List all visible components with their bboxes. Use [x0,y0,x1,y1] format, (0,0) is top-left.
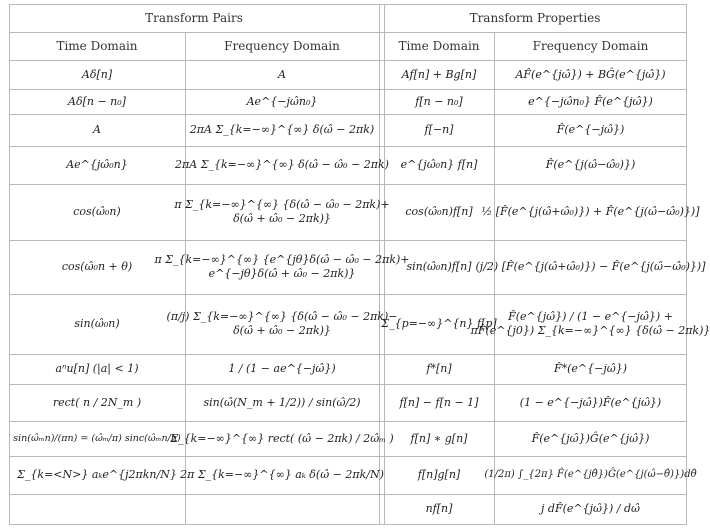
header-time-domain: Time Domain [56,38,138,53]
pair-frequency-cell: 1 / (1 − ae^{−jω̂}) [228,362,336,376]
header-row [9,32,687,60]
pair-frequency-cell: 2πA Σ_{k=−∞}^{∞} δ(ω̂ − 2πk) [189,123,375,137]
property-frequency-cell: (1 − e^{−jω̂})F̂(e^{jω̂}) [519,395,662,409]
pair-time-cell: cos(ω̂₀n + θ) [61,260,133,274]
table-row [9,114,687,146]
pair-time-cell: Ae^{jω̂₀n} [66,158,128,172]
property-frequency-cell: e^{−jω̂n₀} F̂(e^{jω̂}) [528,94,653,108]
header-frequency-domain: Frequency Domain [224,38,340,53]
pair-frequency-cell: sin(ω̂(N_m + 1/2)) / sin(ω̂/2) [203,395,361,409]
property-time-cell: f*[n] [426,362,452,376]
property-frequency-cell: (j/2) [F̂(e^{j(ω̂+ω̂₀)}) − F̂(e^{j(ω̂−ω̂₀)})] [475,260,706,274]
property-frequency-cell: j dF̂(e^{jω̂}) / dω̂ [541,502,640,516]
property-time-cell: Af[n] + Bg[n] [401,67,477,81]
table-row [9,456,697,494]
property-time-cell: e^{jω̂₀n} f[n] [400,158,478,172]
formula-line: πF̂(e^{j0}) Σ_{k=−∞}^{∞} {δ(ω̂ − 2πk)} [470,324,710,337]
table-row [9,294,710,354]
property-frequency-cell: (1/2π) ∫_{2π} F̂(e^{jθ̂})Ĝ(e^{j(ω̂−θ̂)})dθ̂ [484,468,697,480]
pair-frequency-cell: A [278,67,286,81]
pair-time-cell: A [93,123,101,137]
pair-frequency-cell: Σ_{k=−∞}^{∞} rect( (ω̂ − 2πk) / 2ω̂ₘ ) [170,431,394,445]
table-row [9,240,706,294]
table-row [9,184,700,240]
property-frequency-cell: F̂(e^{−jω̂}) [556,123,625,137]
pair-time-cell: Aδ[n] [81,67,113,81]
property-time-cell: f[n] ∗ g[n] [410,431,468,445]
table-row [9,494,687,524]
formula-line: (π/j) Σ_{k=−∞}^{∞} {δ(ω̂ − ω̂₀ − 2πk)− [166,310,398,324]
property-time-cell: cos(ω̂₀n)f[n] [405,205,473,219]
pair-time-cell: sin(ω̂₀n) [74,317,120,331]
formula-line: δ(ω̂ + ω̂₀ − 2πk)} [233,212,331,225]
property-frequency-cell: AF̂(e^{jω̂}) + BĜ(e^{jω̂}) [515,67,666,81]
table-row [9,60,687,89]
property-time-cell: nf[n] [425,502,453,516]
pair-frequency-cell: 2π Σ_{k=−∞}^{∞} aₖ δ(ω̂ − 2πk/N) [180,468,384,482]
property-frequency-cell: F̂(e^{j(ω̂−ω̂₀)}) [545,158,636,172]
formula-line: δ(ω̂ + ω̂₀ − 2πk)} [233,324,331,337]
formula-line: e^{−jθ}δ(ω̂ + ω̂₀ − 2πk)} [208,267,356,280]
property-time-cell: f[n − n₀] [415,94,463,108]
property-time-cell: f[n] − f[n − 1] [399,395,479,409]
property-time-cell: f[n]g[n] [417,468,461,482]
formula-line: π Σ_{k=−∞}^{∞} {δ(ω̂ − ω̂₀ − 2πk)+ [174,198,390,212]
pair-time-cell: aⁿu[n] (|a| < 1) [55,362,139,376]
transform-table [9,4,710,525]
header-frequency-domain: Frequency Domain [532,38,649,53]
pair-frequency-cell [185,494,379,524]
pair-time-cell: cos(ω̂₀n) [73,205,121,219]
table-row [9,354,687,384]
pair-time-cell: rect( n / 2N_m ) [52,395,142,409]
formula-line: F̂(e^{jω̂}) / (1 − e^{−jω̂}) + [508,310,673,324]
property-frequency-cell: ½ [F̂(e^{j(ω̂+ω̂₀)}) + F̂(e^{j(ω̂−ω̂₀)})] [481,205,700,219]
section-title-properties: Transform Properties [469,11,601,25]
table-row [9,384,687,421]
table-row [9,421,687,456]
pair-time-cell [9,494,185,524]
pair-frequency-cell [154,240,410,294]
property-frequency-cell: F̂(e^{jω̂})Ĝ(e^{jω̂}) [531,431,650,445]
table-row [9,89,687,114]
section-title-pairs: Transform Pairs [145,11,243,25]
property-frequency-cell: F̂*(e^{−jω̂}) [553,362,628,376]
pair-frequency-cell [174,184,390,240]
formula-line: π Σ_{k=−∞}^{∞} {e^{jθ}δ(ω̂ − ω̂₀ − 2πk)+ [154,253,410,267]
property-time-cell: f[−n] [424,123,454,137]
pair-frequency-cell: 2πA Σ_{k=−∞}^{∞} δ(ω̂ − ω̂₀ − 2πk) [175,158,389,172]
pair-time-cell: sin(ω̂ₘn)/(πn) = (ω̂ₘ/π) sinc(ω̂ₘn/π) [13,432,181,444]
header-time-domain: Time Domain [398,38,480,53]
property-time-cell: Σ_{p=−∞}^{n} f[p] [381,317,497,331]
pair-frequency-cell [166,294,398,354]
pair-time-cell: Aδ[n − n₀] [68,94,126,108]
pair-time-cell: Σ_{k=<N>} aₖe^{j2πkn/N} [17,468,177,482]
table-border-bottom [9,524,687,525]
property-frequency-cell [470,294,710,354]
property-time-cell: sin(ω̂₀n)f[n] [406,260,472,274]
pair-frequency-cell: Ae^{−jω̂n₀} [246,94,318,108]
table-row [9,146,687,184]
